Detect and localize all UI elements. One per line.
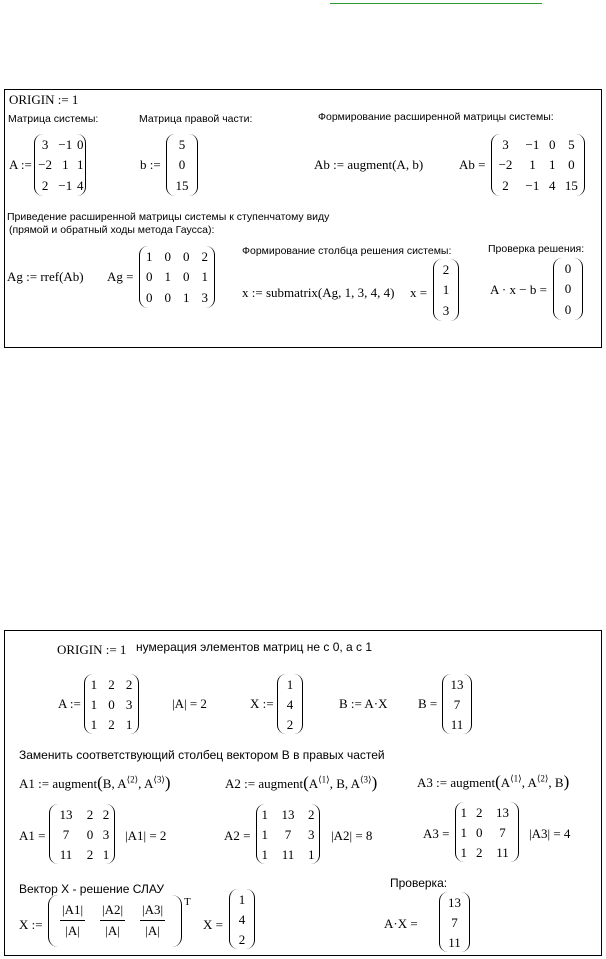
matrix-cell: 1 [183,290,190,306]
AX-label: A·X = [384,916,418,931]
matrix-cell: 7 [451,914,458,930]
matrix-cell: 0 [549,136,556,152]
matrix-cell: 13 [496,804,509,820]
matrix-A2 [256,804,320,864]
vector-AX [439,892,470,952]
matrix-cell: 0 [476,824,483,840]
B-definition: B := A·X [339,696,388,711]
label-check: Проверка: [390,876,448,890]
matrix-cell: 2 [108,716,115,732]
matrix-cell: 7 [453,696,461,712]
matrix-cell: −2 [38,157,53,173]
matrix-cell: 2 [86,846,94,862]
matrix-cell: 11 [281,846,295,862]
matrix-cell: 0 [568,157,575,173]
x-definition: x := submatrix(Ag, 1, 3, 4, 4) [242,285,395,300]
x-result-label: x = [410,285,428,300]
matrix-cell: 7 [499,824,506,840]
matrix-cell: 2 [286,716,294,732]
matrix-cell: 0 [146,269,153,285]
B-result-label: B = [418,696,438,711]
matrix-A1 [49,804,115,864]
X-assign-label: X := [250,696,274,711]
matrix-cell: 11 [448,934,461,950]
fraction-3: $\frac{|A3|}{|A|}$ [142,902,164,938]
X-result-label: X = [203,917,223,932]
A2-assign-label: A := [58,696,81,711]
matrix-cell: −2 [498,157,513,173]
label-echelon-1: Приведение расширенной матрицы системы к ступенчатому виду [7,211,330,223]
matrix-cell: 3 [308,826,315,842]
matrix-cell: 4 [549,178,556,194]
matrix-cell: 15 [564,178,578,194]
matrix-cell: 11 [496,844,509,860]
matrix-cell: 2 [476,844,483,860]
origin-note: нумерация элементов матриц не с 0, а с 1 [136,640,373,654]
vector-x [433,259,459,321]
fraction-1: $\frac{|A1|}{|A|}$ [62,902,84,938]
det-A: |A| = 2 [172,696,207,711]
matrix-cell: 1 [261,806,268,822]
Ab-result-label: Ab = [459,157,486,172]
matrix-Ab [491,134,585,196]
matrix-cell: 2 [442,261,450,277]
matrix-cell: 2 [502,178,509,194]
matrix-cell: 1 [90,696,98,712]
matrix-cell: 0 [183,248,190,264]
A-assign-label: A := [9,157,32,172]
matrix-cell: 0 [183,269,190,285]
label-echelon-2: (прямой и обратный ходы метода Гаусса): [9,224,215,236]
matrix-A-cramer [84,674,139,734]
vector-B [442,674,472,734]
matrix-cell: −1 [58,136,73,152]
label-solution-vector: Вектор X - решение СЛАУ [19,882,165,896]
matrix-cell: 0 [146,290,153,306]
label-solution-column: Формирование столбца решения системы: [242,245,452,257]
vector-b [166,134,198,196]
matrix-cell: 2 [238,931,246,947]
A1-result-label: A1 = [19,828,46,843]
matrix-cell: 0 [164,290,171,306]
matrix-cell: 3 [201,290,208,306]
matrix-cell: −1 [58,178,73,194]
A3-result-label: A3 = [423,826,450,841]
matrix-cell: 2 [308,806,315,822]
matrix-cell: 7 [62,826,70,842]
label-check-solution: Проверка решения: [488,243,585,255]
matrix-cell: 1 [261,846,268,862]
matrix-cell: 1 [146,248,153,264]
matrix-cell: 0 [108,696,115,712]
matrix-cell: 1 [164,269,171,285]
matrix-cell: 1 [90,716,98,732]
det-A2: |A2| = 8 [331,828,373,843]
matrix-cell: 13 [281,806,295,822]
Ab-definition: Ab := augment(A, b) [314,157,424,172]
matrix-cell: 1 [125,716,133,732]
matrix-cell: 2 [108,676,115,692]
matrix-cell: 2 [201,248,208,264]
label-augmented-matrix: Формирование расширенной матрицы системы: [318,111,554,123]
matrix-cell: 4 [286,696,294,712]
matrix-cell: −1 [525,178,540,194]
matrix-cell: 0 [178,157,186,173]
matrix-A3 [455,802,519,862]
X-formula-label: X := [19,917,43,932]
matrix-cell: 1 [76,157,84,173]
label-system-matrix: Матрица системы: [8,113,99,125]
A2-definition: A2 := $augment(A^{⟨1⟩}$, B, $A^{⟨3⟩}$) [225,773,378,792]
matrix-cell: 3 [442,303,450,319]
A2-result-label: A2 = [224,828,251,843]
det-A1: |A1| = 2 [125,828,167,843]
top-divider-line [330,3,542,4]
vector-X-result [229,889,255,949]
matrix-A [34,134,86,196]
A3-definition: A3 := $augment(A^{⟨1⟩}$, $A^{⟨2⟩}$, B) [417,772,570,791]
vector-check-result [553,258,583,320]
origin-definition: ORIGIN := 1 [9,92,79,107]
matrix-cell: 0 [164,248,171,264]
matrix-cell: 4 [76,178,84,194]
matrix-cell: 0 [76,136,84,152]
matrix-cell: 1 [460,804,467,820]
matrix-cell: 13 [450,676,464,692]
matrix-cell: 1 [442,282,450,298]
matrix-cell: 2 [476,804,483,820]
vector-X [277,674,303,734]
Ag-definition: Ag := rref(Ab) [7,269,84,284]
matrix-cell: 1 [102,846,110,862]
transpose-mark: T [184,896,191,908]
matrix-cell: 1 [201,269,208,285]
matrix-cell: 13 [59,806,73,822]
matrix-cell: 2 [86,806,94,822]
matrix-cell: 5 [568,136,575,152]
matrix-cell: 11 [450,716,464,732]
label-replace-column: Заменить соответствующий столбец вектором B в правых частей [19,748,385,762]
fraction-2: $\frac{|A2|}{|A|}$ [102,902,124,938]
matrix-cell: 2 [102,806,110,822]
matrix-cell: 15 [175,178,189,194]
matrix-cell: 1 [308,846,315,862]
matrix-cell: 1 [238,891,246,907]
matrix-cell: 3 [102,826,110,842]
det-A3: |A3| = 4 [529,826,571,841]
matrix-cell: 4 [238,911,246,927]
matrix-cell: 1 [529,157,536,173]
matrix-Ag [139,246,215,308]
matrix-cell: 3 [125,696,133,712]
matrix-cell: 3 [41,136,49,152]
origin-definition-2: ORIGIN := 1 [57,642,127,657]
b-assign-label: b := [140,157,161,172]
matrix-cell: 3 [502,136,509,152]
Ag-result-label: Ag = [107,269,134,284]
A1-definition: A1 := augment(B, $A^{⟨2⟩}$, $A^{⟨3⟩}$) [19,773,171,792]
matrix-cell: 0 [564,281,572,297]
matrix-cell: 1 [460,844,467,860]
matrix-cell: −1 [525,136,540,152]
label-rhs-matrix: Матрица правой части: [139,113,253,125]
check-expression: A · x − b = [490,282,547,297]
matrix-cell: 11 [59,846,73,862]
matrix-cell: 5 [178,136,186,152]
matrix-cell: 1 [261,826,268,842]
matrix-cell: 7 [284,826,292,842]
matrix-cell: 2 [41,178,49,194]
matrix-cell: 0 [86,826,94,842]
matrix-cell: 0 [564,302,572,318]
matrix-cell: 1 [62,157,69,173]
matrix-cell: 1 [286,676,294,692]
matrix-cell: 2 [125,676,133,692]
matrix-cell: 0 [564,260,572,276]
matrix-cell: 1 [549,157,556,173]
matrix-cell: 1 [90,676,98,692]
matrix-cell: 1 [460,824,467,840]
matrix-cell: 13 [448,894,461,910]
